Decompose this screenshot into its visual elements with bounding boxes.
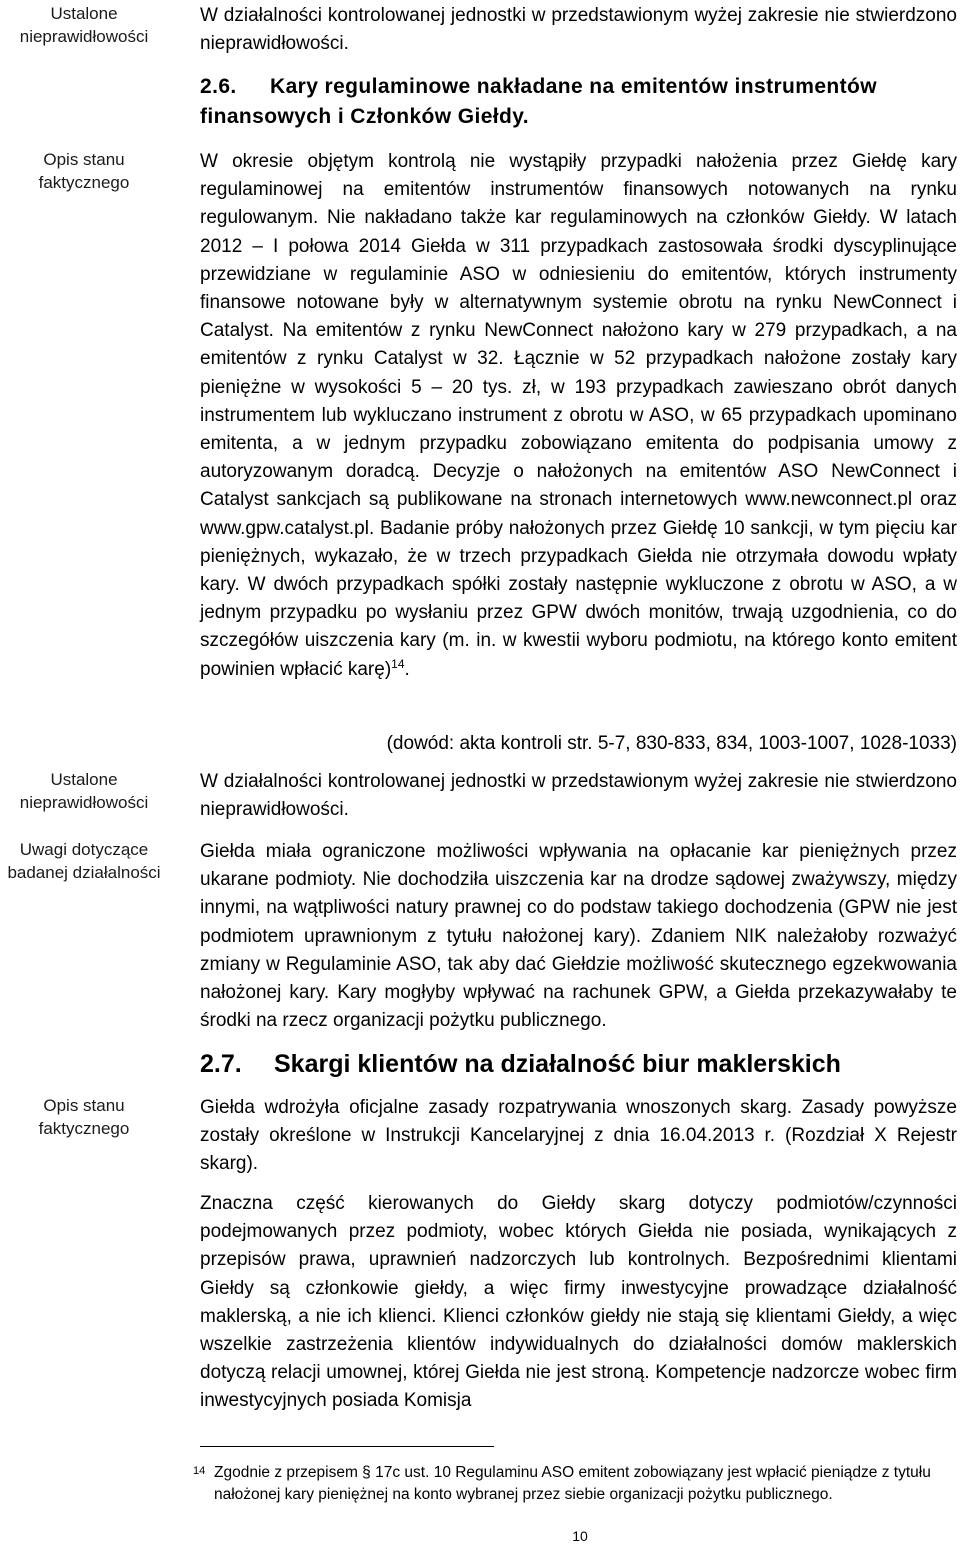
section-heading-2-6: [200, 72, 960, 132]
paragraph-end: .: [404, 658, 410, 680]
paragraph-body: W okresie objętym kontrolą nie wystąpiły przypadki nałożenia przez Giełdę kary regulaminowej na emitentów instrumentów finansowych notowanych na rynku regulowanym. Nie nakładano także kar regulaminowych na członków Giełdy. W latach 2012 – I połowa 2014 Giełda w 311 przypadkach zastosowała środki dyscyplinujące przewidziane w regulaminie ASO w odniesieniu do emitentów, których instrumenty finansowe notowane były w alternatywnym systemie obrotu na rynku NewConnect i Catalyst. Na emitentów z rynku NewConnect nałożono kary w 279 przypadkach, a na emitentów z rynku Catalyst w 32. Łącznie w 52 przypadkach nałożone zostały kary pieniężne w wysokości 5 – 20 tys. zł, w 193 przypadkach zawieszano obrót danych instrumentem lub wykluczano instrument z obrotu w ASO, w 65 przypadkach upominano emitenta, a w jednym przypadku zobowiązano emitenta do podpisania umowy z autoryzowanym doradcą. Decyzje o nałożonych na emitentów ASO NewConnect i Catalyst sankcjach są publikowane na stronach internetowych www.newconnect.pl oraz www.gpw.catalyst.pl. Badanie próby nałożonych przez Giełdę 10 sankcji, w tym pięciu kar pieniężnych, wykazało, że w trzech przypadkach Giełda nie otrzymała dowodu wpłaty kary. W dwóch przypadkach spółki zostały następnie wykluczone z obrotu w ASO, a w jednym przypadku po wysłaniu przez GPW dwóch monitów, trwają uzgodnienia, co do szczegółów uiszczenia kary (m. in. w kwestii wyboru podmiotu, na którego konto emitent powinien wpłacić karę): [200, 151, 957, 680]
section-title: Kary regulaminowe nakładane na emitentów instrumentów finansowych i Członków Giełdy.: [200, 75, 877, 128]
section-number: 2.7.: [200, 1050, 242, 1078]
section-2-7-paragraph-a: [200, 1094, 957, 1179]
footnote-separator: [200, 1446, 494, 1447]
footnote: [193, 1462, 957, 1506]
footnote-reference[interactable]: 14: [391, 656, 405, 671]
section-heading-2-7: [200, 1048, 960, 1080]
margin-label-uwagi-dotyczace: Uwagi dotyczące badanej działalności: [7, 840, 161, 882]
remarks-paragraph: [200, 838, 957, 1035]
section-number: 2.6.: [200, 75, 237, 98]
paragraph-text: Giełda wdrożyła oficjalne zasady rozpatrywania wnoszonych skarg. Zasady powyższe zostały określone w Instrukcji Kancelaryjnej z dnia 16.04.2013 r. (Rozdział X Rejestr skarg).: [200, 1097, 957, 1175]
page-number: 10: [572, 1528, 588, 1544]
section-2-7-paragraph-b: [200, 1190, 957, 1416]
section-2-6-body: [200, 148, 957, 684]
top-finding-paragraph: [200, 2, 957, 58]
paragraph-text: W działalności kontrolowanej jednostki w przedstawionym wyżej zakresie nie stwierdzono nieprawidłowości.: [200, 771, 957, 821]
margin-label-ustalone-nieprawidlowosci: Ustalone nieprawidłowości: [19, 4, 149, 46]
footnote-mark: 14: [193, 1465, 206, 1477]
paragraph-text: Znaczna część kierowanych do Giełdy skarg dotyczy podmiotów/czynności podejmowanych przez podmioty, wobec których Giełda nie posiada, wynikających z przepisów prawa, uprawnień nadzorczych lub kontrolnych. Bezpośrednimi klientami Giełdy są członkowie giełdy, a więc firmy inwestycyjne prowadzące działalność maklerską, a nie ich klienci. Klienci członków giełdy nie stają się klientami Giełdy, a więc wszelkie zastrzeżenia klientów indywidualnych do działalności domów maklerskich dotyczą relacji umownej, której Giełda nie jest stroną. Kompetencje nadzorcze wobec firm inwestycyjnych posiada Komisja: [200, 1193, 957, 1412]
section-title: Skargi klientów na działalność biur maklerskich: [274, 1050, 841, 1078]
margin-label-opis-stanu-faktycznego: Opis stanu faktycznego: [38, 1096, 130, 1138]
paragraph-text: Giełda miała ograniczone możliwości wpływania na opłacanie kar pieniężnych przez ukarane podmioty. Nie dochodziła uiszczenia kar na drodze sądowej zważywszy, między innymi, na wątpliwości natury prawnej co do podstaw takiego dochodzenia (GPW nie jest podmiotem uprawnionym z tytułu nałożonej kary). Zdaniem NIK należałoby rozważyć zmiany w Regulaminie ASO, tak aby dać Giełdzie możliwość skutecznego egzekwowania nałożonej kary. Kary mogłyby wpływać na rachunek GPW, a Giełda przekazywałaby te środki na rzecz organizacji pożytku publicznego.: [200, 841, 957, 1032]
margin-label-ustalone-nieprawidlowosci: Ustalone nieprawidłowości: [19, 770, 149, 812]
finding-paragraph: [200, 768, 957, 824]
evidence-reference: (dowód: akta kontroli str. 5-7, 830-833, 834, 1003-1007, 1028-1033): [386, 733, 957, 754]
paragraph-text: [200, 148, 957, 684]
paragraph-text: W działalności kontrolowanej jednostki w przedstawionym wyżej zakresie nie stwierdzono nieprawidłowości.: [200, 5, 957, 55]
footnote-text: Zgodnie z przepisem § 17c ust. 10 Regulaminu ASO emitent zobowiązany jest wpłacić pieniądze z tytułu nałożonej kary pieniężnej na konto wybranej przez siebie organizacji pożytku publicznego.: [214, 1464, 931, 1503]
margin-label-opis-stanu-faktycznego: Opis stanu faktycznego: [38, 150, 130, 192]
